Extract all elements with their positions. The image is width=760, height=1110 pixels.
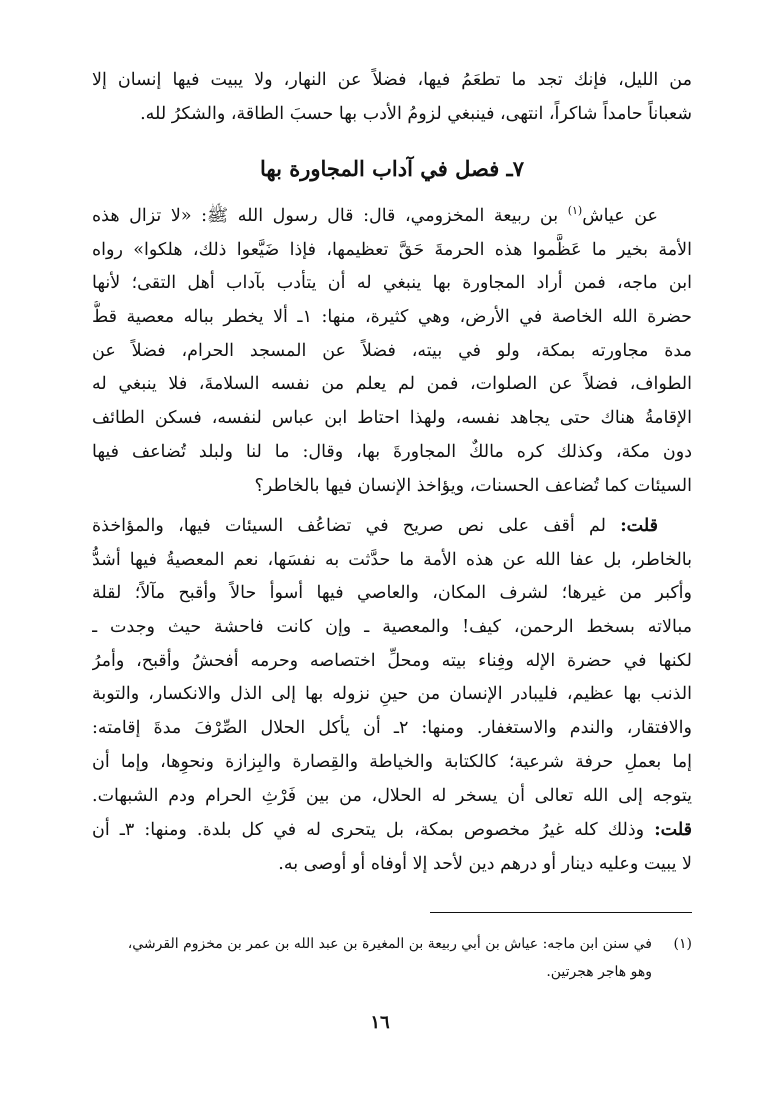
text-fragment: عن عياش — [582, 206, 658, 226]
text-line: مدة مجاورته بمكة، ولو في بيته، فضلاً عن المسجد الحرام، فضلاً عن — [92, 340, 692, 361]
text-line: ابن ماجه، فمن أراد المجاورة بها ينبغي له أن يتأدب بآداب أهل التقى؛ لأنها — [92, 273, 692, 294]
text-line: مبالاته بسخط الرحمن، كيف! والمعصية ـ وإن كانت فاحشة حيث وجدت ـ — [92, 617, 692, 638]
footnote-line — [92, 930, 692, 958]
page-number: ١٦ — [370, 1012, 390, 1033]
text-line: شعباناً حامداً شاكراً، انتهى، فينبغي لزومُ الأدب بها حسبَ الطاقة، والشكرُ لله. — [140, 103, 692, 124]
qult-label: قلت: — [620, 516, 658, 536]
text-line: دون مكة، وكذلك كره مالكٌ المجاورةَ بها، وقال: ما لنا ولبلد تُضاعف فيها — [92, 441, 692, 462]
text-line: الأمة بخير ما عَظَّموا هذه الحرمةَ حَقَّ تعظيمها، فإذا ضَيَّعوا ذلك، هلكوا» رواه — [92, 239, 692, 260]
text-fragment: بن ربيعة المخزومي، قال: قال رسول الله ﷺ: «لا تزال هذه — [92, 206, 559, 226]
text-line: الطواف، فضلاً عن الصلوات، فمن لم يعلم من نفسه السلامةَ، فلا ينبغي له — [92, 374, 692, 395]
text-fragment: وذلك كله غيرُ مخصوص بمكة، بل يتحرى له في كل بلدة. ومنها: ٣ـ أن — [92, 820, 645, 840]
text-line — [92, 814, 692, 848]
text-line: إما بعملِ حرفة شرعية؛ كالكتابة والخياطة والقِصارة والبِزازة ونحوِها، وإما أن — [92, 751, 692, 772]
footnote-line: وهو هاجر هجرتين. — [546, 964, 652, 980]
text-line: الذنب بها عظيم، فليبادر الإنسان من حينِ نزوله بها إلى الذل والانكسار، والتوبة — [92, 684, 692, 705]
top-paragraph — [92, 64, 692, 131]
text-line — [92, 510, 692, 544]
text-line: لا يبيت وعليه دينار أو درهم دين لأحد إلا أوفاه أو أوصى به. — [278, 853, 692, 874]
text-line: يتوجه إلى الله تعالى أن يسخر له الحلال، من بين فَرْثِ الحرام ودم الشبهات. — [92, 785, 692, 806]
footnote-reference[interactable]: (١) — [567, 204, 583, 218]
footnotes — [92, 930, 692, 986]
text-line: وأكبر من غيرها؛ لشرف المكان، والعاصي فيها أسوأ حالاً وأقبح مآلاً؛ لقلة — [92, 583, 692, 604]
footnote-text: في سنن ابن ماجه: عياش بن أبي ربيعة بن المغيرة بن عبد الله بن عمر بن مخزوم القرشي، — [127, 936, 652, 952]
qult-paragraph-1 — [92, 510, 692, 813]
text-line: والافتقار، والندم والاستغفار. ومنها: ٢ـ أن يأكل الحلال الصِّرْفَ مدةَ إقامته: — [92, 718, 692, 739]
section-heading: ٧ـ فصل في آداب المجاورة بها — [259, 156, 524, 181]
text-line: لكنها في حضرة الإله وفِناء بيته ومحلِّ اختصاصه وحرمه أفحشُ وأقبح، وأمرُ — [92, 650, 692, 671]
footnote-marker: (١) — [673, 936, 692, 952]
text-line: السيئات كما تُضاعف الحسنات، ويؤاخذ الإنسان فيها بالخاطر؟ — [254, 475, 692, 496]
text-line: من الليل، فإنك تجد ما تطعَمُ فيها، فضلاً عن النهار، ولا يبيت فيها إنسان إلا — [92, 70, 692, 90]
qult-paragraph-2 — [92, 814, 692, 881]
text-line: الإقامةُ هناك حتى يجاهد نفسه، ولهذا احتاط ابن عباس لنفسه، فسكن الطائف — [92, 408, 692, 429]
text-fragment: لم أقف على نص صريح في تضاعُف السيئات فيها، والمؤاخذة — [92, 516, 606, 536]
qult-label: قلت: — [654, 820, 692, 840]
text-line: حضرة الله الخاصة في الأرض، وهي كثيرة، منها: ١ـ ألا يخطر بباله معصية قطُّ — [92, 307, 692, 328]
section-paragraph — [92, 200, 692, 503]
footnote-separator — [430, 912, 692, 913]
text-line — [92, 200, 692, 234]
text-line: بالخاطر، بل عفا الله عن هذه الأمة ما حدَّثت به نفسَها، نعم المعصيةُ فيها أشدُّ — [92, 549, 692, 570]
